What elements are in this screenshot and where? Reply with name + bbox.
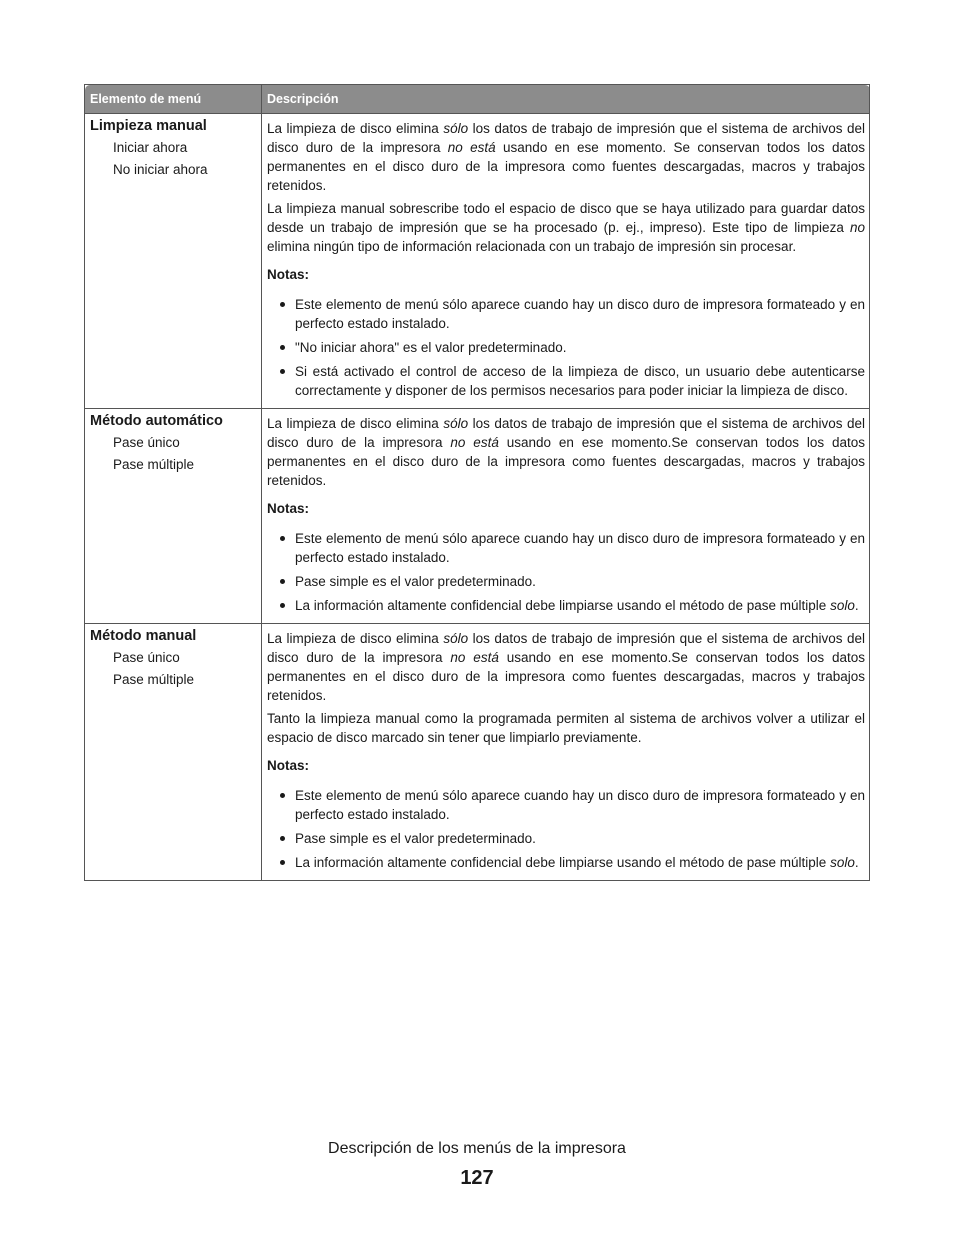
notes-list: [267, 295, 865, 400]
notes-label: Notas:: [267, 267, 310, 282]
notes-label: Notas:: [267, 758, 310, 773]
note-item: Pase simple es el valor predeterminado.: [267, 829, 865, 848]
menu-item-title: Método manual: [90, 628, 197, 644]
table-header-row: [85, 85, 870, 114]
note-item: La información altamente confidencial debe limpiarse usando el método de pase múltiple solo.: [267, 596, 865, 615]
page-number: 127: [460, 1167, 494, 1189]
table-row: [85, 624, 870, 881]
bullet-icon: [280, 836, 285, 841]
bullet-icon: [280, 579, 285, 584]
menu-item-cell: [85, 114, 262, 409]
note-item: Pase simple es el valor predeterminado.: [267, 572, 865, 591]
bullet-icon: [280, 369, 285, 374]
description-paragraph: La limpieza de disco elimina sólo los datos de trabajo de impresión que el sistema de archivos del disco duro de la impresora no está usando en ese momento.Se conservan todos los datos permanentes en el disco duro de la impresora como fuentes descargadas, macros y trabajos retenidos.: [267, 416, 866, 488]
description-paragraph: La limpieza de disco elimina sólo los datos de trabajo de impresión que el sistema de archivos del disco duro de la impresora no está usando en ese momento. Se conservan todos los datos permanentes en el disco duro de la impresora como fuentes descargadas, macros y trabajos retenidos.: [267, 121, 866, 193]
column-header-description: Descripción: [262, 85, 870, 114]
bullet-icon: [280, 536, 285, 541]
description-cell: [262, 409, 870, 624]
bullet-icon: [280, 793, 285, 798]
footer-section-title: Descripción de los menús de la impresora: [328, 1140, 626, 1157]
notes-label: Notas:: [267, 501, 310, 516]
description-paragraph: La limpieza manual sobrescribe todo el espacio de disco que se haya utilizado para guardar datos desde un trabajo de impresión que se ha procesado (p. ej., impreso). Este tipo de limpieza no elimina ningún tipo de información relacionada con un trabajo de impresión sin procesar.: [267, 201, 865, 254]
column-header-menu-item: Elemento de menú: [85, 85, 262, 114]
notes-list: [267, 786, 865, 872]
note-item: La información altamente confidencial debe limpiarse usando el método de pase múltiple solo.: [267, 853, 865, 872]
menu-option: Pase único: [113, 435, 180, 450]
notes-list: [267, 529, 865, 615]
note-item: Este elemento de menú sólo aparece cuando hay un disco duro de impresora formateado y en perfecto estado instalado.: [267, 295, 865, 333]
note-item: Este elemento de menú sólo aparece cuando hay un disco duro de impresora formateado y en perfecto estado instalado.: [267, 529, 865, 567]
menu-item-cell: [85, 409, 262, 624]
menu-option: No iniciar ahora: [113, 162, 208, 177]
table-row: [85, 409, 870, 624]
menu-item-title: Método automático: [90, 413, 223, 429]
menu-item-cell: [85, 624, 262, 881]
menu-option: Iniciar ahora: [113, 140, 188, 155]
description-cell: [262, 114, 870, 409]
menu-option: Pase múltiple: [113, 672, 195, 687]
description-paragraph: Tanto la limpieza manual como la programada permiten al sistema de archivos volver a utilizar el espacio de disco marcado sin tener que limpiarlo previamente.: [267, 711, 865, 745]
note-item: Este elemento de menú sólo aparece cuando hay un disco duro de impresora formateado y en perfecto estado instalado.: [267, 786, 865, 824]
bullet-icon: [280, 603, 285, 608]
description-paragraph: La limpieza de disco elimina sólo los datos de trabajo de impresión que el sistema de archivos del disco duro de la impresora no está usando en ese momento.Se conservan todos los datos permanentes en el disco duro de la impresora como fuentes descargadas, macros y trabajos retenidos.: [267, 631, 866, 703]
table-row: [85, 114, 870, 409]
bullet-icon: [280, 860, 285, 865]
description-cell: [262, 624, 870, 881]
bullet-icon: [280, 345, 285, 350]
menu-option: Pase único: [113, 650, 180, 665]
bullet-icon: [280, 302, 285, 307]
menu-description-table: [84, 84, 870, 881]
note-item: "No iniciar ahora" es el valor predeterminado.: [267, 338, 865, 357]
menu-option: Pase múltiple: [113, 457, 195, 472]
note-item: Si está activado el control de acceso de la limpieza de disco, un usuario debe autenticarse correctamente y disponer de los permisos necesarios para poder iniciar la limpieza de disco.: [267, 362, 865, 400]
menu-item-title: Limpieza manual: [90, 118, 207, 134]
